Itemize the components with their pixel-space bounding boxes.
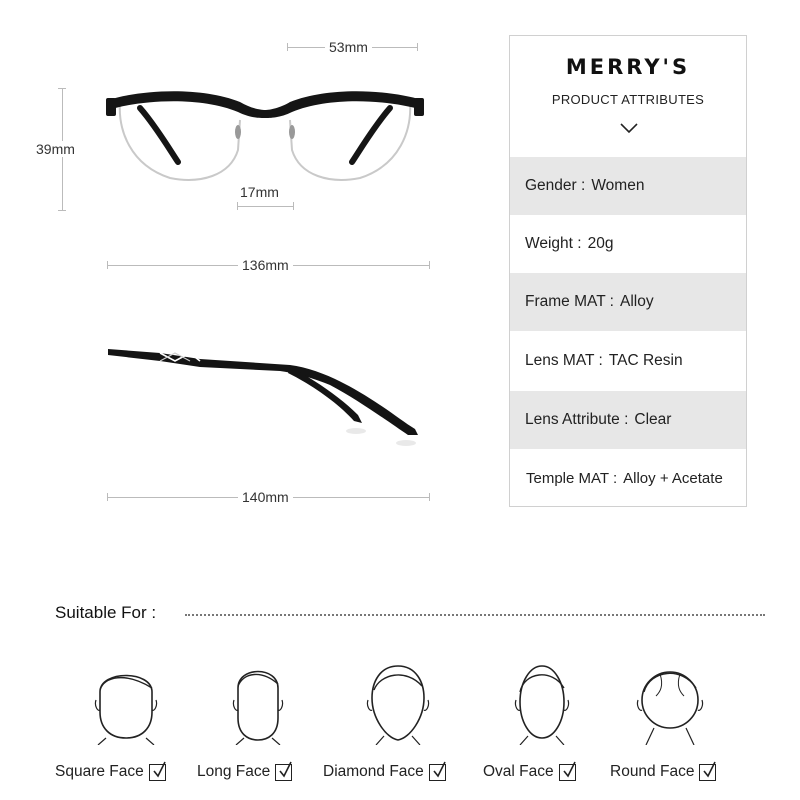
lens-width-tick-left — [287, 43, 288, 51]
face-label-square — [55, 763, 166, 781]
oval-face-icon — [502, 660, 582, 745]
attribute-row-lens-attribute — [510, 391, 746, 449]
lens-height-tick-top — [58, 88, 66, 89]
face-label-long — [197, 763, 292, 781]
long-face-icon — [218, 660, 298, 745]
attribute-row-temple-mat — [510, 449, 746, 507]
attributes-title: PRODUCT ATTRIBUTES — [551, 92, 705, 107]
checkbox-checked-icon — [559, 764, 576, 781]
dotted-divider — [185, 614, 765, 616]
attribute-row-weight — [510, 215, 746, 273]
attribute-row-gender — [510, 157, 746, 215]
lens-width-label: 53mm — [325, 39, 372, 55]
checkbox-checked-icon — [275, 764, 292, 781]
lens-height-tick-bottom — [58, 210, 66, 211]
face-label-text: Square Face — [55, 763, 144, 780]
attribute-value: Clear — [634, 411, 672, 428]
square-face-icon — [86, 660, 166, 745]
face-label-oval — [483, 763, 576, 781]
round-face-icon — [630, 660, 710, 745]
checkbox-checked-icon — [699, 764, 716, 781]
attribute-value: Alloy + Acetate — [623, 469, 723, 487]
attribute-key: Lens Attribute : — [525, 411, 629, 428]
checkbox-checked-icon — [429, 764, 446, 781]
frame-width-label: 136mm — [238, 257, 293, 273]
face-label-text: Oval Face — [483, 763, 554, 780]
lens-width-tick-right — [417, 43, 418, 51]
attribute-row-frame-mat — [510, 273, 746, 331]
attribute-value: Alloy — [620, 293, 654, 310]
frame-width-tick-left — [107, 261, 108, 269]
glasses-side-image — [100, 335, 430, 455]
suitable-for-title: Suitable For : — [55, 603, 157, 622]
face-label-diamond — [323, 763, 446, 781]
attribute-key: Frame MAT : — [525, 293, 614, 310]
attribute-row-lens-mat — [510, 332, 746, 390]
face-label-text: Long Face — [197, 763, 271, 780]
chevron-down-icon — [620, 122, 638, 134]
temple-length-tick-right — [429, 493, 430, 501]
temple-length-label: 140mm — [238, 489, 293, 505]
bridge-tick-right — [293, 202, 294, 210]
attribute-key: Gender : — [525, 177, 586, 194]
attribute-key: Temple MAT : — [526, 469, 618, 487]
bridge-line — [237, 206, 293, 207]
frame-width-tick-right — [429, 261, 430, 269]
brand-logo: MERRY'S — [565, 55, 691, 79]
product-attributes-panel — [509, 35, 747, 507]
attribute-value: Women — [591, 177, 645, 194]
face-label-text: Diamond Face — [323, 763, 424, 780]
glasses-front-image — [100, 80, 430, 190]
attribute-key: Lens MAT : — [525, 352, 603, 369]
bridge-tick-left — [237, 202, 238, 210]
attribute-key: Weight : — [525, 235, 582, 252]
face-label-round — [610, 763, 716, 781]
attributes-header — [510, 36, 746, 157]
diamond-face-icon — [358, 660, 438, 745]
checkbox-checked-icon — [149, 764, 166, 781]
attribute-value: TAC Resin — [608, 352, 683, 369]
bridge-label: 17mm — [236, 184, 283, 200]
face-label-text: Round Face — [610, 763, 695, 780]
lens-height-label: 39mm — [32, 141, 79, 157]
temple-length-tick-left — [107, 493, 108, 501]
attribute-value: 20g — [587, 235, 614, 252]
